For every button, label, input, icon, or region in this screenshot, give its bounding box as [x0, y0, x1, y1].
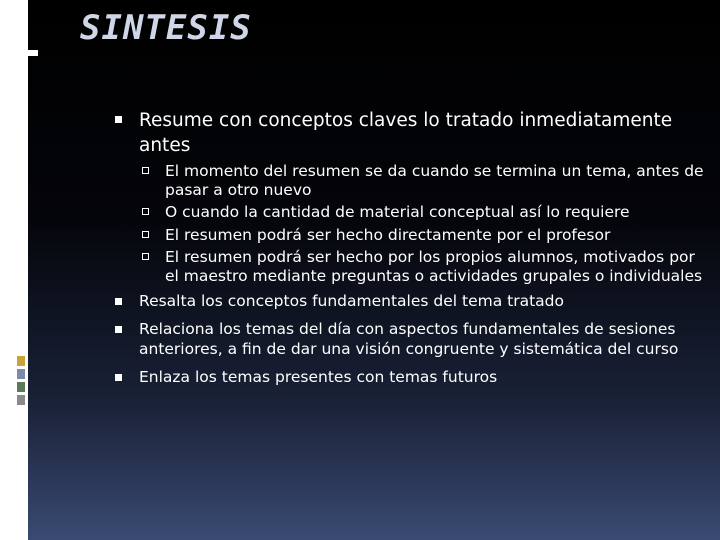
- decorative-bracket-inner: [28, 56, 32, 88]
- accent-block: [17, 382, 25, 392]
- bullet-item: Relaciona los temas del día con aspectos fundamentales de sesiones anteriores, a fin de dar una visión congruente y sistemática del curso: [115, 319, 705, 359]
- slide-title: SINTESIS: [80, 8, 252, 48]
- decorative-bracket: [18, 50, 26, 88]
- sub-bullet-item: El resumen podrá ser hecho por los propios alumnos, motivados por el maestro mediante preguntas o actividades grupales o individuales: [139, 248, 705, 285]
- sub-bullet-list: [139, 162, 705, 285]
- sub-bullet-item: El momento del resumen se da cuando se termina un tema, antes de pasar a otro nuevo: [139, 162, 705, 199]
- accent-blocks: [17, 356, 25, 408]
- bullet-item: Resume con conceptos claves lo tratado inmediatamente antes: [115, 108, 705, 158]
- sub-bullet-item: O cuando la cantidad de material conceptual así lo requiere: [139, 203, 705, 222]
- accent-block: [17, 395, 25, 405]
- bullet-item: Enlaza los temas presentes con temas futuros: [115, 367, 705, 387]
- bullet-item: Resalta los conceptos fundamentales del tema tratado: [115, 291, 705, 311]
- accent-block: [17, 356, 25, 366]
- sub-bullet-item: El resumen podrá ser hecho directamente por el profesor: [139, 226, 705, 245]
- accent-block: [17, 369, 25, 379]
- slide-content: [115, 108, 705, 395]
